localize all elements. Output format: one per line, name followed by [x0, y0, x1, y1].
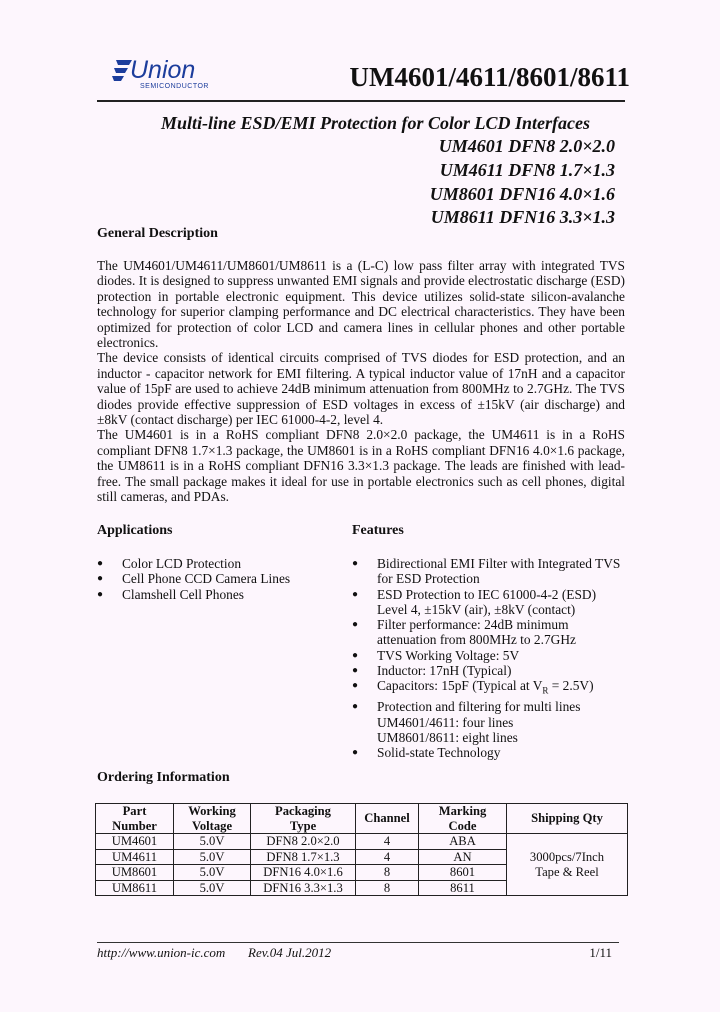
logo-wordmark: Union [130, 56, 196, 84]
table-cell: 8601 [419, 865, 507, 881]
footer-url-link[interactable]: http://www.union-ic.com [97, 945, 226, 960]
table-row [96, 834, 628, 850]
table-cell: 8 [356, 880, 419, 896]
column-header: Channel [356, 804, 419, 834]
table-cell: UM4601 [96, 834, 174, 850]
header-line: Voltage [191, 818, 233, 833]
description-paragraph: The UM4601/UM4611/UM8601/UM8611 is a (L-C) low pass filter array with integrated TVS diodes. It is designed to suppress unwanted EMI signals and provide electrostatic discharge (ESD) protection in portable electronic equipment. This device utilizes solid-state silicon-avalanche technology for superior clamping performance and DC electrical characteristics. They have been optimized for protection of color LCD and camera lines in cellular phones and other portable electronics. [97, 258, 625, 351]
logo-subtitle: SEMICONDUCTOR [140, 83, 209, 90]
column-header [96, 804, 174, 834]
table-cell: DFN8 2.0×2.0 [251, 834, 356, 850]
list-item: ● Inductor: 17nH (Typical) [352, 663, 627, 678]
list-item [352, 678, 627, 699]
header-line: Part [122, 804, 147, 818]
footer-divider [97, 942, 619, 943]
list-item-continuation: UM8601/8611: eight lines [377, 729, 518, 745]
applications-heading: Applications [97, 523, 173, 538]
package-line: UM4601 DFN8 2.0×2.0 [438, 136, 615, 156]
table-cell: 5.0V [174, 849, 251, 865]
list-item: ● TVS Working Voltage: 5V [352, 648, 627, 663]
list-item: ● Solid-state Technology [352, 745, 627, 760]
header-line: Packaging [275, 804, 331, 818]
table-cell: 4 [356, 834, 419, 850]
table-cell: 5.0V [174, 865, 251, 881]
header-line: Type [289, 818, 317, 833]
table-cell: 8611 [419, 880, 507, 896]
document-subtitle: Multi-line ESD/EMI Protection for Color LCD Interfaces [160, 113, 590, 133]
applications-list [97, 556, 327, 602]
company-logo [112, 56, 232, 98]
package-line: UM4611 DFN8 1.7×1.3 [439, 160, 615, 180]
table-cell: ABA [419, 834, 507, 850]
list-item: ● Clamshell Cell Phones [97, 587, 327, 602]
header-divider [97, 100, 625, 102]
column-header [174, 804, 251, 834]
list-item-continuation: attenuation from 800MHz to 2.7GHz [377, 632, 576, 648]
features-list [352, 556, 627, 761]
capacitor-text-end: = 2.5V) [548, 678, 594, 694]
description-paragraph: The UM4601 is in a RoHS compliant DFN8 2.0×2.0 package, the UM4611 is in a RoHS compliant DFN8 1.7×1.3 package, the UM8601 is in a RoHS compliant DFN16 4.0×1.6 package, the UM8611 is in a RoHS compliant DFN16 3.3×1.3 package. The leads are finished with lead-free. The small package makes it ideal for use in portable electronics such as cell phones, digital still cameras, and PDAs. [97, 427, 625, 505]
header-line: Working [188, 804, 236, 818]
table-cell: UM8611 [96, 880, 174, 896]
features-heading: Features [352, 523, 404, 538]
shipping-line: 3000pcs/7Inch [529, 850, 605, 864]
general-description-body [97, 258, 625, 505]
page-number: 1/11 [589, 945, 612, 960]
shipping-cell [507, 834, 628, 896]
list-item-continuation: UM4601/4611: four lines [377, 714, 514, 730]
header-line: Marking [438, 804, 487, 818]
package-line: UM8611 DFN16 3.3×1.3 [430, 207, 615, 227]
list-item: ● Filter performance: 24dB minimum [352, 617, 627, 632]
description-paragraph: The device consists of identical circuits comprised of TVS diodes for ESD protection, and an inductor - capacitor network for EMI filtering. A typical inductor value of 17nH and a capacitor value of 15pF are used to achieve 24dB minimum attenuation from 800MHz to 2.7GHz. The TVS diodes provide effective suppression of ESD voltages in excess of ±15kV (air discharge) and ±8kV (contact discharge) per IEC 61000-4-2, level 4. [97, 350, 625, 428]
table-cell: 4 [356, 849, 419, 865]
list-item: ● Protection and filtering for multi lines [352, 699, 627, 714]
subscript-r: R [542, 686, 549, 697]
table-cell: DFN16 4.0×1.6 [251, 865, 356, 881]
footer-revision: Rev.04 Jul.2012 [248, 945, 332, 960]
table-cell: AN [419, 849, 507, 865]
list-item-continuation: for ESD Protection [377, 571, 480, 587]
column-header [419, 804, 507, 834]
list-item-continuation: Level 4, ±15kV (air), ±8kV (contact) [377, 601, 576, 617]
general-description-heading: General Description [97, 226, 218, 241]
header-line: Number [112, 818, 157, 833]
table-cell: DFN16 3.3×1.3 [251, 880, 356, 896]
header-line: Code [448, 818, 477, 833]
table-cell: UM4611 [96, 849, 174, 865]
table-header-row [96, 804, 628, 834]
table-cell: 5.0V [174, 880, 251, 896]
page-title: UM4601/4611/8601/8611 [349, 62, 630, 92]
column-header [251, 804, 356, 834]
capacitor-text: Capacitors: 15pF (Typical at V [377, 678, 543, 694]
list-item: ● Cell Phone CCD Camera Lines [97, 571, 327, 586]
package-line: UM8601 DFN16 4.0×1.6 [429, 184, 615, 204]
table-cell: 8 [356, 865, 419, 881]
list-item: ● ESD Protection to IEC 61000-4-2 (ESD) [352, 587, 627, 602]
list-item: ● Bidirectional EMI Filter with Integrated TVS [352, 556, 627, 571]
table-cell: UM8601 [96, 865, 174, 881]
shipping-line: Tape & Reel [535, 864, 599, 879]
table-cell: 5.0V [174, 834, 251, 850]
ordering-table [95, 803, 628, 896]
list-item: ● Color LCD Protection [97, 556, 327, 571]
table-cell: DFN8 1.7×1.3 [251, 849, 356, 865]
column-header: Shipping Qty [507, 804, 628, 834]
ordering-heading: Ordering Information [97, 770, 230, 785]
